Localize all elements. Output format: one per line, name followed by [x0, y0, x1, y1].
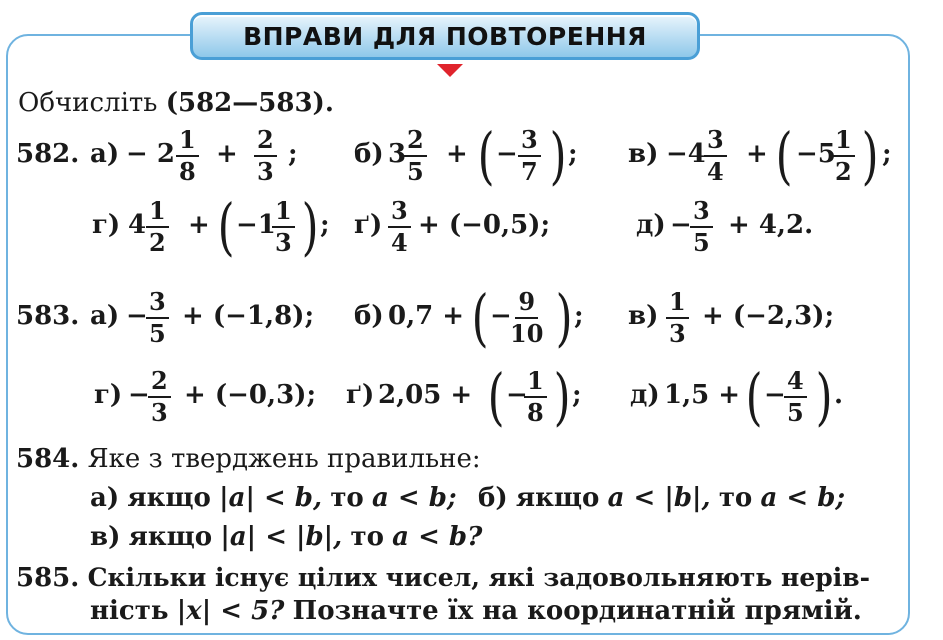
ex582-g-label: г) [92, 210, 121, 240]
ex582-v-whole: −4 [666, 139, 706, 169]
right-paren: ) [815, 360, 833, 433]
ex582-v-whole2: −5 [796, 139, 836, 169]
ex582-g2-rest: + (−0,5); [418, 210, 551, 240]
ex582-d-label: д) [636, 210, 666, 240]
ex582-b-whole: 3 [388, 139, 407, 169]
ex582-b-label: б) [354, 139, 384, 169]
ex582-row2 [16, 190, 916, 266]
ex584-a-res: a < b; [372, 483, 457, 513]
minus-sign: − [126, 301, 148, 331]
ex583-g2-label: ґ) [346, 380, 375, 410]
ex582-number: 582. [16, 139, 80, 169]
ex583-row1 [16, 281, 916, 357]
ex583-b-frac: $\frac{9}{10}$ [510, 287, 544, 348]
ex584-a-label: а) [90, 483, 120, 513]
ex582-a-label: а) [90, 139, 120, 169]
ex585-line2 [90, 596, 862, 626]
ex582-a-frac2: $\frac{2}{3}$ [254, 125, 277, 187]
ex583-g2-start: 2,05 + [378, 380, 473, 410]
right-paren: ) [555, 281, 573, 354]
minus-sign: − [490, 301, 512, 331]
ex584-v-label: в) [90, 522, 121, 552]
left-paren: ( [217, 190, 235, 263]
ex584-question-line [16, 444, 481, 474]
ex583-d-frac: $\frac{4}{5}$ [784, 366, 807, 428]
ex582-g2-label: ґ) [354, 210, 383, 240]
ex583-b-start: 0,7 + [388, 301, 465, 331]
ex584-v-pre: якщо [128, 522, 213, 552]
ex583-g-label: г) [94, 380, 123, 410]
semicolon: ; [568, 139, 578, 169]
ex582-b-frac1: $\frac{2}{5}$ [404, 125, 427, 187]
semicolon: ; [320, 210, 330, 240]
ex583-row2 [16, 360, 916, 436]
ex584-option-b [478, 483, 845, 513]
ex585-text1: Скільки існує цілих чисел, які задовольняють нерів- [87, 563, 870, 592]
ex582-v-frac1: $\frac{3}{4}$ [704, 125, 727, 187]
section-banner [190, 12, 700, 60]
minus-sign: − [496, 139, 518, 169]
minus-sign: − [764, 380, 786, 410]
left-paren: ( [487, 360, 505, 433]
ex584-number: 584. [16, 444, 80, 474]
ex584-b-mid: то [718, 483, 753, 513]
ex583-v-frac: $\frac{1}{3}$ [666, 287, 689, 349]
section-title: ВПРАВИ ДЛЯ ПОВТОРЕННЯ [243, 21, 647, 51]
right-paren: ) [549, 119, 567, 192]
ex584-a-pre: якщо [127, 483, 211, 513]
intro-text: Обчисліть [18, 88, 158, 118]
left-paren: ( [745, 360, 763, 433]
ex584-v-mid: то [350, 522, 384, 552]
ex585-inequality: |x| < 5? [176, 596, 285, 626]
banner-pointer-icon [437, 64, 463, 77]
ex583-g-frac: $\frac{2}{3}$ [148, 366, 171, 428]
ex583-d-label: д) [630, 380, 660, 410]
ex585-line1 [16, 563, 870, 593]
intro-range: (582—583). [165, 88, 334, 118]
right-paren: ) [553, 360, 571, 433]
ex582-b-frac2: $\frac{3}{7}$ [518, 125, 541, 187]
ex584-b-label: б) [478, 483, 508, 513]
ex582-g2-frac: $\frac{3}{4}$ [388, 196, 411, 258]
semicolon: ; [572, 380, 582, 410]
period: . [834, 380, 844, 410]
ex582-g-whole2: −1 [236, 210, 276, 240]
ex583-d-start: 1,5 + [664, 380, 741, 410]
left-paren: ( [775, 119, 793, 192]
left-paren: ( [471, 281, 489, 354]
semicolon: ; [574, 301, 584, 331]
left-paren: ( [477, 119, 495, 192]
semicolon: ; [288, 139, 298, 169]
ex582-row1 [16, 119, 916, 195]
ex584-v-cond: |a| < |b|, [220, 522, 343, 552]
ex582-a-frac1: $\frac{1}{8}$ [176, 125, 199, 187]
ex585-text2b: Позначте їх на координатній прямій. [292, 596, 862, 626]
ex582-g-whole: 4 [128, 210, 147, 240]
ex583-b-label: б) [354, 301, 384, 331]
ex584-b-pre: якщо [515, 483, 600, 513]
ex582-g-frac2: $\frac{1}{3}$ [272, 196, 295, 258]
ex583-g2-frac: $\frac{1}{8}$ [524, 366, 547, 428]
ex583-number: 583. [16, 301, 80, 331]
ex585-number: 585. [16, 563, 80, 593]
ex583-a-frac: $\frac{3}{5}$ [146, 287, 169, 349]
intro-line [18, 88, 334, 118]
right-paren: ) [861, 119, 879, 192]
ex582-g-frac1: $\frac{1}{2}$ [146, 196, 169, 258]
plus-sign: + [216, 139, 238, 169]
ex585-text2a: ність [90, 596, 169, 626]
ex584-option-a [90, 483, 457, 513]
right-paren: ) [301, 190, 319, 263]
ex584-question: Яке з тверджень правильне: [87, 444, 481, 474]
ex582-d-rest: + 4,2. [728, 210, 814, 240]
ex582-d-frac: $\frac{3}{5}$ [690, 196, 713, 258]
minus-sign: − [670, 210, 692, 240]
ex584-b-cond: a < |b|, [607, 483, 711, 513]
plus-sign: + [188, 210, 210, 240]
plus-sign: + [746, 139, 768, 169]
minus-sign: − [506, 380, 528, 410]
ex583-g-rest: + (−0,3); [184, 380, 317, 410]
ex584-option-v [90, 522, 482, 552]
ex584-a-cond: |a| < b, [219, 483, 323, 513]
ex583-v-label: в) [628, 301, 659, 331]
ex584-v-res: a < b? [392, 522, 483, 552]
plus-sign: + [446, 139, 468, 169]
ex584-a-mid: то [330, 483, 364, 513]
ex583-a-label: а) [90, 301, 120, 331]
ex583-v-rest: + (−2,3); [702, 301, 835, 331]
ex582-a-whole: − 2 [126, 139, 175, 169]
semicolon: ; [882, 139, 892, 169]
ex582-v-frac2: $\frac{1}{2}$ [832, 125, 855, 187]
ex582-v-label: в) [628, 139, 659, 169]
ex583-a-rest: + (−1,8); [182, 301, 315, 331]
minus-sign: − [128, 380, 150, 410]
ex584-b-res: a < b; [760, 483, 846, 513]
